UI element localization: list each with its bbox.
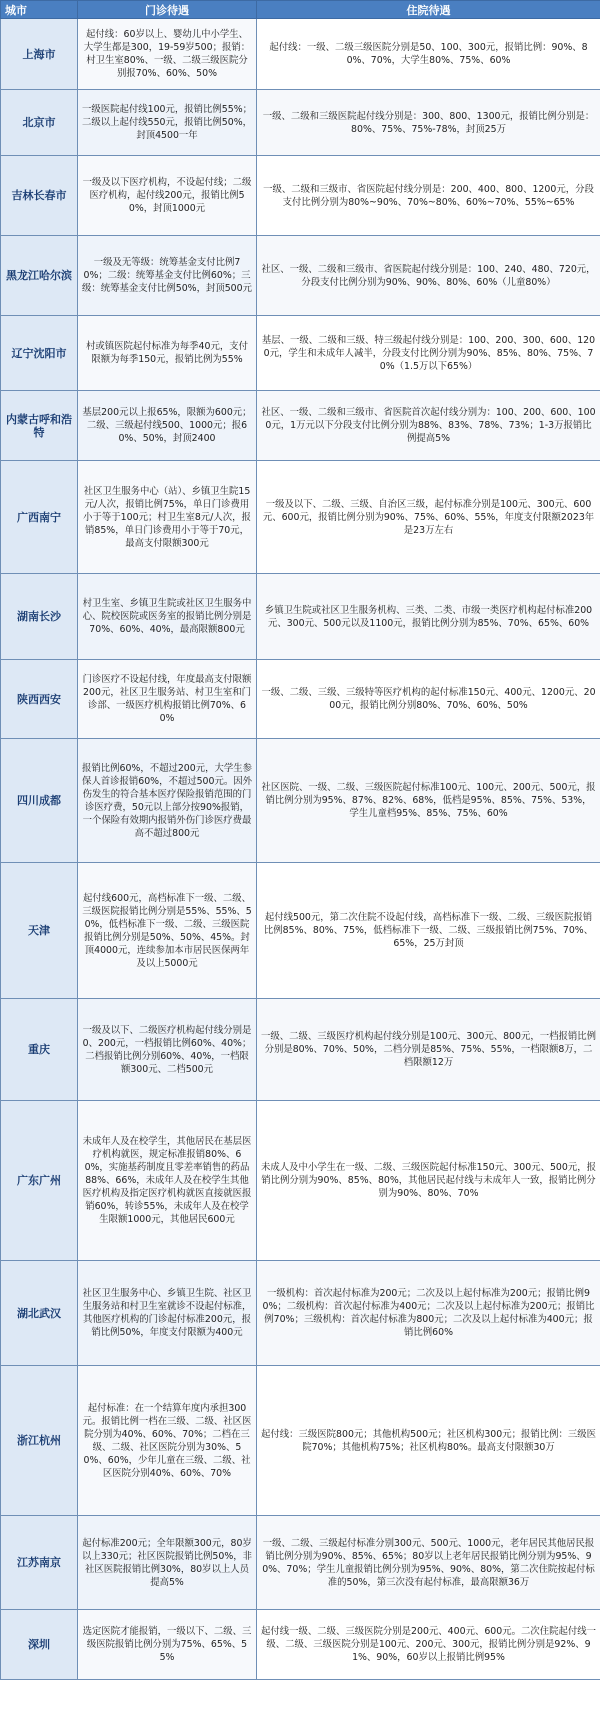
outpatient-cell: 未成年人及在校学生，其他居民在基层医疗机构就医，规定标准报销80%、60%，实施基药制度且零差率销售的药品88%、66%，未成年人及在校学生其他医疗机构及指定医疗机构就医直接就医报销60%，转诊55%，未成年人及在校学生限额1000元，其他居民600元: [78, 1101, 257, 1261]
inpatient-cell: 基层、一级、二级和三级、特三级起付线分别是：100、200、300、600、1200元，学生和未成年人减半，分段支付比例分别为90%、85%、80%、75%、70%（1.5万以下65%）: [257, 316, 600, 391]
inpatient-cell: 一级、二级和三级医院起付线分别是：300、800、1300元，报销比例分别是：80%、75%、75%-78%，封顶25万: [257, 90, 600, 156]
city-cell: 重庆: [1, 999, 78, 1101]
table-row: [1, 999, 600, 1101]
inpatient-cell: 一级、二级、三级医疗机构起付线分别是100元、300元、800元，一档报销比例分别是80%、70%、50%，二档分别是85%、75%、55%，一档限额8万，二档限额12万: [257, 999, 600, 1101]
header-inpatient: 住院待遇: [257, 1, 600, 19]
city-cell: 吉林长春市: [1, 156, 78, 236]
inpatient-cell: 起付线：三级医院800元；其他机构500元；社区机构300元；报销比例：三级医院70%；其他机构75%；社区机构80%。最高支付限额30万: [257, 1366, 600, 1516]
inpatient-cell: 社区、一级、二级和三级市、省医院首次起付线分别为：100、200、600、1000元，1万元以下分段支付比例分别为88%、83%、78%、73%；1-3万报销比例提高5%: [257, 391, 600, 461]
table-row: [1, 863, 600, 999]
outpatient-cell: 村卫生室、乡镇卫生院或社区卫生服务中心、院校医院或医务室的报销比例分别是70%、60%、40%，最高限额800元: [78, 574, 257, 660]
outpatient-cell: 选定医院才能报销，一级以下、二级、三级医院报销比例分别为75%、65%、55%: [78, 1610, 257, 1680]
inpatient-cell: 一级、二级、三级起付标准分别300元、500元、1000元，老年居民其他居民报销比例分别为90%、85%、65%；80岁以上老年居民报销比例分别为95%、90%、70%；学生儿童报销比例分别为95%、90%、80%，第二次住院按起付标准的50%，第三次没有起付标准，最高限额36万: [257, 1516, 600, 1610]
inpatient-cell: 一级及以下、二级、三级、自治区三级，起付标准分别是100元、300元、600元、600元，报销比例分别为90%、75%、60%、55%，年度支付限额2023年是23万左右: [257, 461, 600, 574]
city-cell: 深圳: [1, 1610, 78, 1680]
city-cell: 辽宁沈阳市: [1, 316, 78, 391]
city-cell: 四川成都: [1, 739, 78, 863]
table-row: [1, 1610, 600, 1680]
inpatient-cell: 社区、一级、二级和三级市、省医院起付线分别是：100、240、480、720元，分段支付比例分别为90%、90%、80%、60%（儿童80%）: [257, 236, 600, 316]
header-row: [1, 1, 600, 19]
inpatient-cell: 社区医院、一级、二级、三级医院起付标准100元、100元、200元、500元，报销比例分别为95%、87%、82%、68%，低档是95%、85%、75%、53%，学生儿童档95%、85%、75%、60%: [257, 739, 600, 863]
city-cell: 江苏南京: [1, 1516, 78, 1610]
header-city: 城市: [1, 1, 78, 19]
city-cell: 广东广州: [1, 1101, 78, 1261]
outpatient-cell: 起付标准200元；全年限额300元，80岁以上330元；社区医院报销比例50%，非社区医院报销比例30%，80岁以上人员提高5%: [78, 1516, 257, 1610]
city-cell: 上海市: [1, 19, 78, 90]
outpatient-cell: 报销比例60%，不超过200元，大学生参保人首诊报销60%，不超过500元。因外伤发生的符合基本医疗保险报销范围的门诊医疗费，50元以上部分按90%报销，一个保险有效期内报销外伤门诊医疗费最高不超过800元: [78, 739, 257, 863]
outpatient-cell: 起付线：60岁以上、婴幼儿中小学生、大学生都是300，19-59岁500；报销：村卫生室80%、一级、二级三级医院分别报70%、60%、50%: [78, 19, 257, 90]
city-cell: 陕西西安: [1, 660, 78, 739]
table-row: [1, 1366, 600, 1516]
header-outpatient: 门诊待遇: [78, 1, 257, 19]
table-row: [1, 574, 600, 660]
outpatient-cell: 社区卫生服务中心、乡镇卫生院、社区卫生服务站和村卫生室就诊不设起付标准，其他医疗机构的门诊起付标准200元，报销比例50%，年度支付限额为400元: [78, 1261, 257, 1366]
table-row: [1, 1261, 600, 1366]
outpatient-cell: 基层200元以上报65%，限额为600元；二级、三级起付线500、1000元；报60%、50%，封顶2400: [78, 391, 257, 461]
inpatient-cell: 一级、二级和三级市、省医院起付线分别是：200、400、800、1200元，分段支付比例分别为80%~90%、70%~80%、60%~70%、55%~65%: [257, 156, 600, 236]
outpatient-cell: 一级及无等级：统筹基金支付比例70%；二级：统筹基金支付比例60%；三级：统筹基金支付比例50%，封顶500元: [78, 236, 257, 316]
city-cell: 北京市: [1, 90, 78, 156]
inpatient-cell: 起付线一级、二级、三级医院分别是200元、400元、600元。二次住院起付线一级、二级、三级医院分别是100元、200元、300元，报销比例分别是92%、91%、90%，60岁以上报销比例95%: [257, 1610, 600, 1680]
table-row: [1, 19, 600, 90]
table-row: [1, 1516, 600, 1610]
table-row: [1, 660, 600, 739]
outpatient-cell: 一级医院起付线100元，报销比例55%；二级以上起付线550元，报销比例50%，封顶4500一年: [78, 90, 257, 156]
table-row: [1, 461, 600, 574]
table-row: [1, 90, 600, 156]
inpatient-cell: 未成人及中小学生在一级、二级、三级医院起付标准150元、300元、500元，报销比例分别为90%、85%、80%，其他居民起付线与未成年人一致，报销比例分别为90%、80%、70%: [257, 1101, 600, 1261]
table-row: [1, 236, 600, 316]
table-row: [1, 739, 600, 863]
outpatient-cell: 社区卫生服务中心（站）、乡镇卫生院15元/人次，报销比例75%，单日门诊费用小于等于100元；村卫生室8元/人次，报销85%，单日门诊费用小于等于70元，最高支付限额300元: [78, 461, 257, 574]
city-cell: 黑龙江哈尔滨: [1, 236, 78, 316]
outpatient-cell: 起付标准：在一个结算年度内承担300元。报销比例一档在三级、二级、社区医院分别为40%、60%、70%；二档在三级、二级、社区医院分别为30%、50%、60%，少年儿童在三级、二级、社区医院分别40%、60%、70%: [78, 1366, 257, 1516]
outpatient-cell: 门诊医疗不设起付线，年度最高支付限额200元，社区卫生服务站、村卫生室和门诊部、一级医疗机构报销比例70%、60%: [78, 660, 257, 739]
inpatient-cell: 起付线：一级、二级三级医院分别是50、100、300元，报销比例：90%、80%、70%，大学生80%、75%、60%: [257, 19, 600, 90]
city-cell: 浙江杭州: [1, 1366, 78, 1516]
table-row: [1, 1101, 600, 1261]
table-row: [1, 391, 600, 461]
table-row: [1, 316, 600, 391]
outpatient-cell: 起付线600元，高档标准下一级、二级、三级医院报销比例分别是55%、55%、50%，低档标准下一级、二级、三级医院报销比例分别是50%、50%、45%。封顶4000元，连续参加本市居民医保两年及以上5000元: [78, 863, 257, 999]
outpatient-cell: 村或镇医院起付标准为每季40元，支付限额为每季150元，报销比例为55%: [78, 316, 257, 391]
city-cell: 湖北武汉: [1, 1261, 78, 1366]
city-cell: 天津: [1, 863, 78, 999]
city-cell: 广西南宁: [1, 461, 78, 574]
inpatient-cell: 起付线500元，第二次住院不设起付线，高档标准下一级、二级、三级医院报销比例85%、80%、75%，低档标准下一级、二级、三级报销比例75%、70%、65%，25万封顶: [257, 863, 600, 999]
inpatient-cell: 乡镇卫生院或社区卫生服务机构、三类、二类、市级一类医疗机构起付标准200元、300元、500元以及1100元，报销比例分别为85%、70%、65%、60%: [257, 574, 600, 660]
table-row: [1, 156, 600, 236]
inpatient-cell: 一级机构：首次起付标准为200元；二次及以上起付标准为200元；报销比例90%；二级机构：首次起付标准为400元；二次及以上起付标准为200元；报销比例70%；三级机构：首次起付标准为800元；二次及以上起付标准为400元；报销比例60%: [257, 1261, 600, 1366]
city-cell: 湖南长沙: [1, 574, 78, 660]
inpatient-cell: 一级、二级、三级、三级特等医疗机构的起付标准150元、400元、1200元、2000元，报销比例分别80%、70%、60%、50%: [257, 660, 600, 739]
outpatient-cell: 一级及以下医疗机构，不设起付线；二级医疗机构，起付线200元，报销比例50%，封顶1000元: [78, 156, 257, 236]
outpatient-cell: 一级及以下、二级医疗机构起付线分别是0、200元，一档报销比例60%、40%；二档报销比例分别60%、40%，一档限额300元、二档500元: [78, 999, 257, 1101]
city-cell: 内蒙古呼和浩特: [1, 391, 78, 461]
